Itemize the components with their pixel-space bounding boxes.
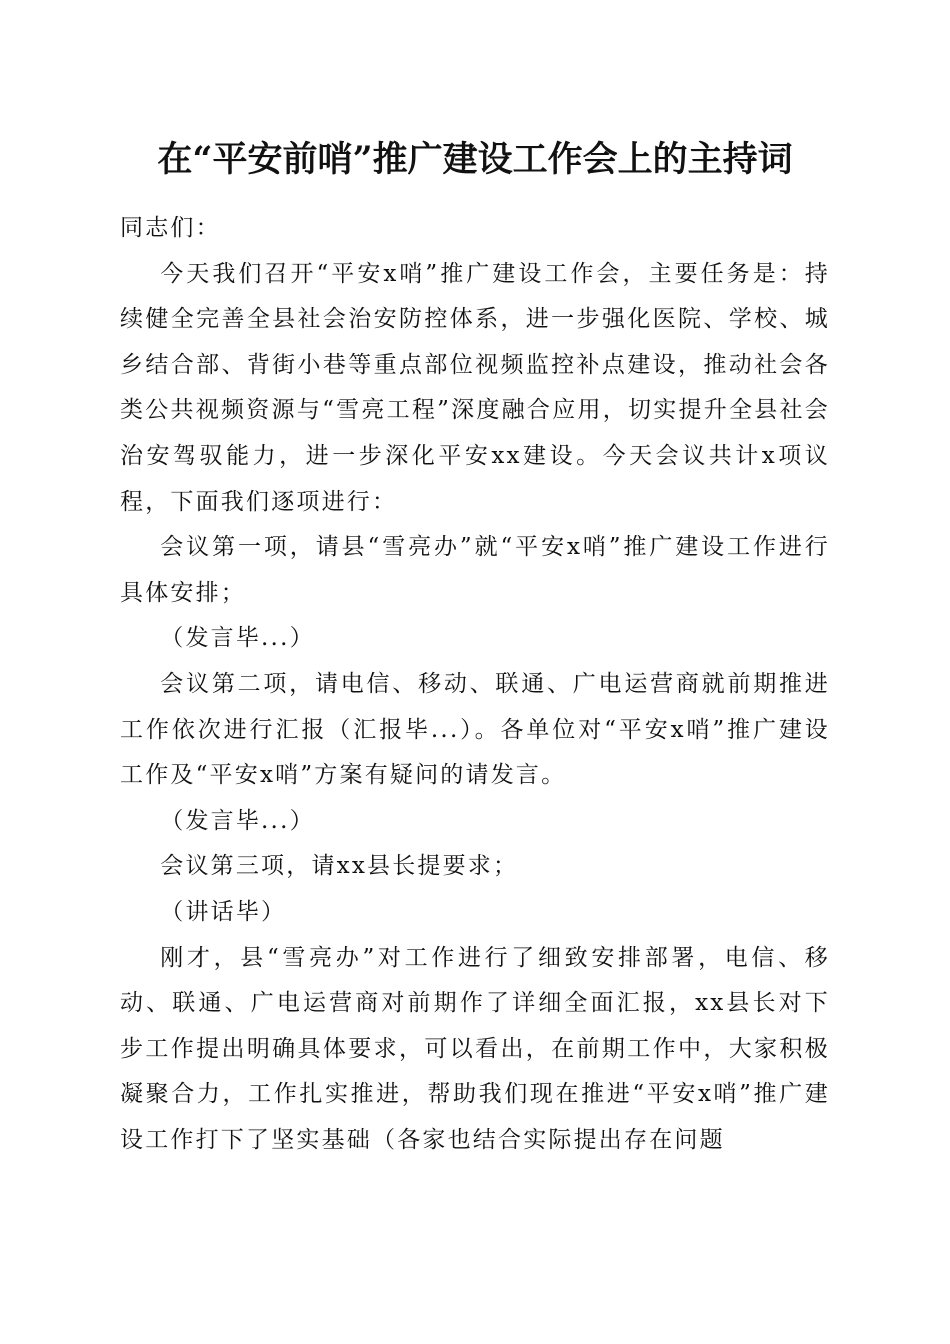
speech-end-note-2: （发言毕...） [160,807,315,834]
salutation-paragraph: 同志们： [120,215,221,241]
agenda-item-2-paragraph: 会议第二项，请电信、移动、联通、广电运营商就前期推进工作依次进行汇报（汇报毕...）。各单位对“平安x哨”推广建设工作及“平安x哨”方案有疑问的请发言。 [120,670,830,789]
intro-paragraph: 今天我们召开“平安x哨”推广建设工作会，主要任务是：持续健全完善全县社会治安防控体系，进一步强化医院、学校、城乡结合部、背街小巷等重点部位视频监控补点建设，推动社会各类公共视频资源与“雪亮工程”深度融合应用，切实提升全县社会治安驾驭能力，进一步深化平安xx建设。今天会议共计x项议程，下面我们逐项进行： [120,260,830,515]
speech-end-note-1: （发言毕...） [160,625,315,652]
document-body [120,206,830,1163]
document-title: 在“平安前哨”推广建设工作会上的主持词 [157,139,793,180]
agenda-item-1-paragraph: 会议第一项，请县“雪亮办”就“平安x哨”推广建设工作进行具体安排； [120,534,830,606]
agenda-item-3-paragraph: 会议第三项，请xx县长提要求； [160,853,519,880]
speech-end-note-3: （讲话毕） [160,898,287,925]
summary-paragraph: 刚才，县“雪亮办”对工作进行了细致安排部署，电信、移动、联通、广电运营商对前期作了详细全面汇报，xx县长对下步工作提出明确具体要求，可以看出，在前期工作中，大家积极凝聚合力，工作扎实推进，帮助我们现在推进“平安x哨”推广建设工作打下了坚实基础（各家也结合实际提出存在问题 [120,944,830,1153]
